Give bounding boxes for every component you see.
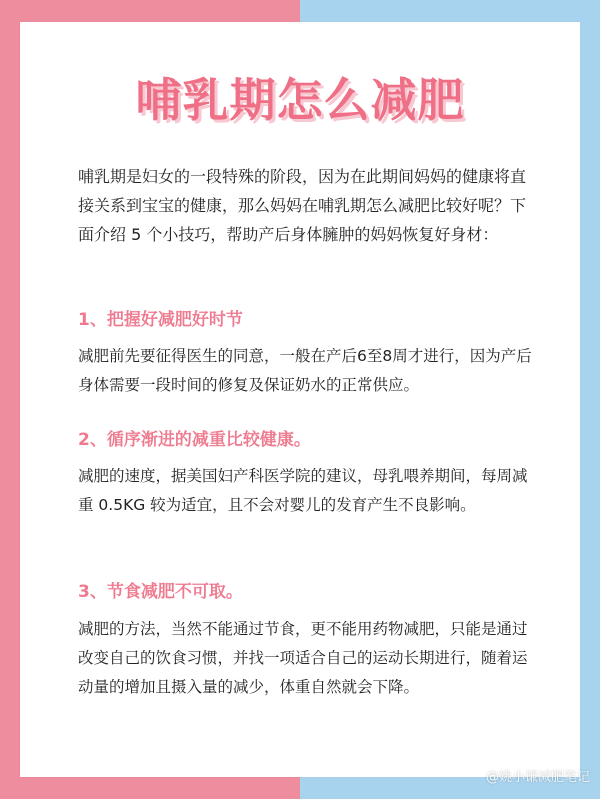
section-3-heading: 3、节食减肥不可取。 <box>78 582 243 602</box>
intro-paragraph: 哺乳期是妇女的一段特殊的阶段，因为在此期间妈妈的健康将直接关系到宝宝的健康，那么妈妈在哺乳期怎么减肥比较好呢？下面介绍 5 个小技巧，帮助产后身体臃肿的妈妈恢复好身材： <box>78 167 527 244</box>
section-1-body: 减肥前先要征得医生的同意，一般在产后6至8周才进行，因为产后身体需要一段时间的修复及保证奶水的正常供应。 <box>78 347 532 394</box>
section-1-heading: 1、把握好减肥好时节 <box>78 310 243 330</box>
page-title: 哺乳期怎么减肥 <box>135 73 465 127</box>
content-card <box>20 22 580 777</box>
watermark: @姚小谦减肥笔记 <box>485 770 590 785</box>
section-3-body: 减肥的方法，当然不能通过节食，更不能用药物减肥，只能是通过改变自己的饮食习惯，并找一项适合自己的运动长期进行，随着运动量的增加且摄入量的减少，体重自然就会下降。 <box>78 620 528 696</box>
section-2-body: 减肥的速度，据美国妇产科医学院的建议，母乳喂养期间，每周减重 0.5KG 较为适宜，且不会对婴儿的发育产生不良影响。 <box>78 467 528 514</box>
section-2-heading: 2、循序渐进的减重比较健康。 <box>78 430 311 450</box>
